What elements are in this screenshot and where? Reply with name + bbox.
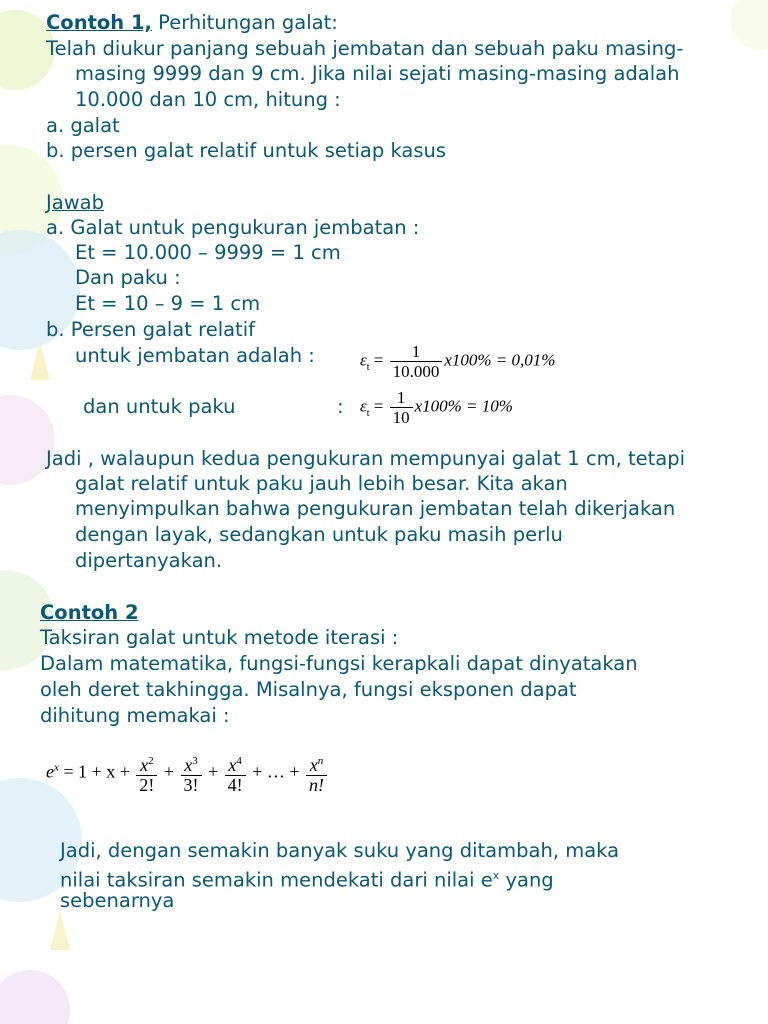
fraction — [390, 388, 413, 427]
problem-line-2: masing 9999 dan 9 cm. Jika nilai sejati masing-masing adalah — [75, 62, 680, 85]
series-e: e — [46, 761, 54, 782]
fraction — [390, 342, 443, 381]
answer-a: a. Galat untuk pengukuran jembatan : — [46, 216, 420, 239]
problem-line-3: 10.000 dan 10 cm, hitung : — [75, 88, 341, 111]
term-2 — [136, 752, 157, 795]
term-n-x: x — [309, 755, 318, 775]
exponential-series — [46, 752, 329, 795]
epsilon-symbol: ε — [360, 350, 367, 370]
answer-b-line-2-colon: : — [337, 395, 344, 418]
formula-bridge — [360, 342, 555, 381]
conclusion-line-3: menyimpulkan bahwa pengukuran jembatan telah dikerjakan — [75, 497, 676, 520]
conclusion-line-4: dengan layak, sedangkan untuk paku masih perlu — [75, 523, 563, 546]
item-a: a. galat — [46, 114, 120, 137]
answer-label: Jawab — [46, 191, 104, 214]
example1-heading-line — [46, 10, 338, 36]
term-3-x: x — [184, 755, 193, 775]
answer-a-line-3: Et = 10 – 9 = 1 cm — [75, 292, 261, 315]
equals-sign: = — [373, 396, 384, 416]
closing-line-3: sebenarnya — [60, 889, 175, 912]
answer-b-line-2: dan untuk paku — [83, 395, 236, 418]
conclusion-line-1: Jadi , walaupun kedua pengukuran mempunyai galat 1 cm, tetapi — [46, 447, 686, 470]
numerator: 1 — [390, 342, 443, 362]
term-4-x: x — [228, 755, 237, 775]
example2-heading: Contoh 2 — [40, 601, 139, 624]
problem-line-1: Telah diukur panjang sebuah jembatan dan sebuah paku masing- — [46, 37, 684, 60]
epsilon-symbol: ε — [360, 396, 367, 416]
term-n-power: n — [317, 755, 324, 767]
term-3 — [181, 752, 202, 795]
epsilon-subscript: t — [366, 361, 370, 373]
term-2-den: 2! — [139, 775, 155, 795]
term-4-den: 4! — [227, 775, 243, 795]
example2-line-4: dihitung memakai : — [40, 704, 230, 727]
term-3-den: 3! — [183, 775, 199, 795]
series-e-exponent: x — [54, 761, 59, 774]
plus-sign: + — [208, 761, 219, 782]
answer-b: b. Persen galat relatif — [46, 318, 255, 341]
series-ellipsis: + … + — [252, 761, 300, 782]
example1-heading-rest: Perhitungan galat: — [151, 11, 338, 34]
term-3-power: 3 — [192, 755, 198, 767]
closing-line-1: Jadi, dengan semakin banyak suku yang ditambah, maka — [60, 839, 620, 862]
example2-line-1: Taksiran galat untuk metode iterasi : — [40, 626, 399, 649]
term-2-x: x — [140, 755, 149, 775]
conclusion-line-5: dipertanyakan. — [75, 549, 223, 572]
term-n — [306, 752, 327, 795]
formula-result: x100% = 10% — [414, 396, 513, 416]
closing-line-2-end: yang — [499, 868, 554, 892]
conclusion-line-2: galat relatif untuk paku jauh lebih besar. Kita akan — [75, 472, 568, 495]
equals-sign: = — [373, 350, 384, 370]
closing-line-2-exponent: x — [492, 869, 500, 882]
formula-result: x100% = 0,01% — [444, 350, 556, 370]
item-b: b. persen galat relatif untuk setiap kasus — [46, 139, 447, 162]
term-4 — [225, 752, 246, 795]
epsilon-subscript: t — [366, 407, 370, 419]
denominator: 10 — [392, 408, 410, 427]
example1-heading: Contoh 1, — [46, 11, 152, 34]
term-4-power: 4 — [236, 755, 242, 767]
example2-line-2: Dalam matematika, fungsi-fungsi kerapkali dapat dinyatakan — [40, 652, 638, 675]
answer-a-line-1: Et = 10.000 – 9999 = 1 cm — [75, 241, 341, 264]
answer-b-line-1: untuk jembatan adalah : — [75, 344, 315, 367]
numerator: 1 — [390, 388, 413, 408]
plus-sign: + — [163, 761, 175, 782]
example2-line-3: oleh deret takhingga. Misalnya, fungsi eksponen dapat — [40, 678, 577, 701]
term-2-power: 2 — [148, 755, 154, 767]
denominator: 10.000 — [392, 362, 440, 381]
series-start: = 1 + x + — [63, 761, 130, 782]
term-n-den: n! — [308, 775, 324, 795]
answer-a-line-2: Dan paku : — [75, 266, 181, 289]
formula-nail — [360, 388, 513, 427]
closing-line-2-text: nilai taksiran semakin mendekati dari nilai e — [60, 868, 493, 892]
